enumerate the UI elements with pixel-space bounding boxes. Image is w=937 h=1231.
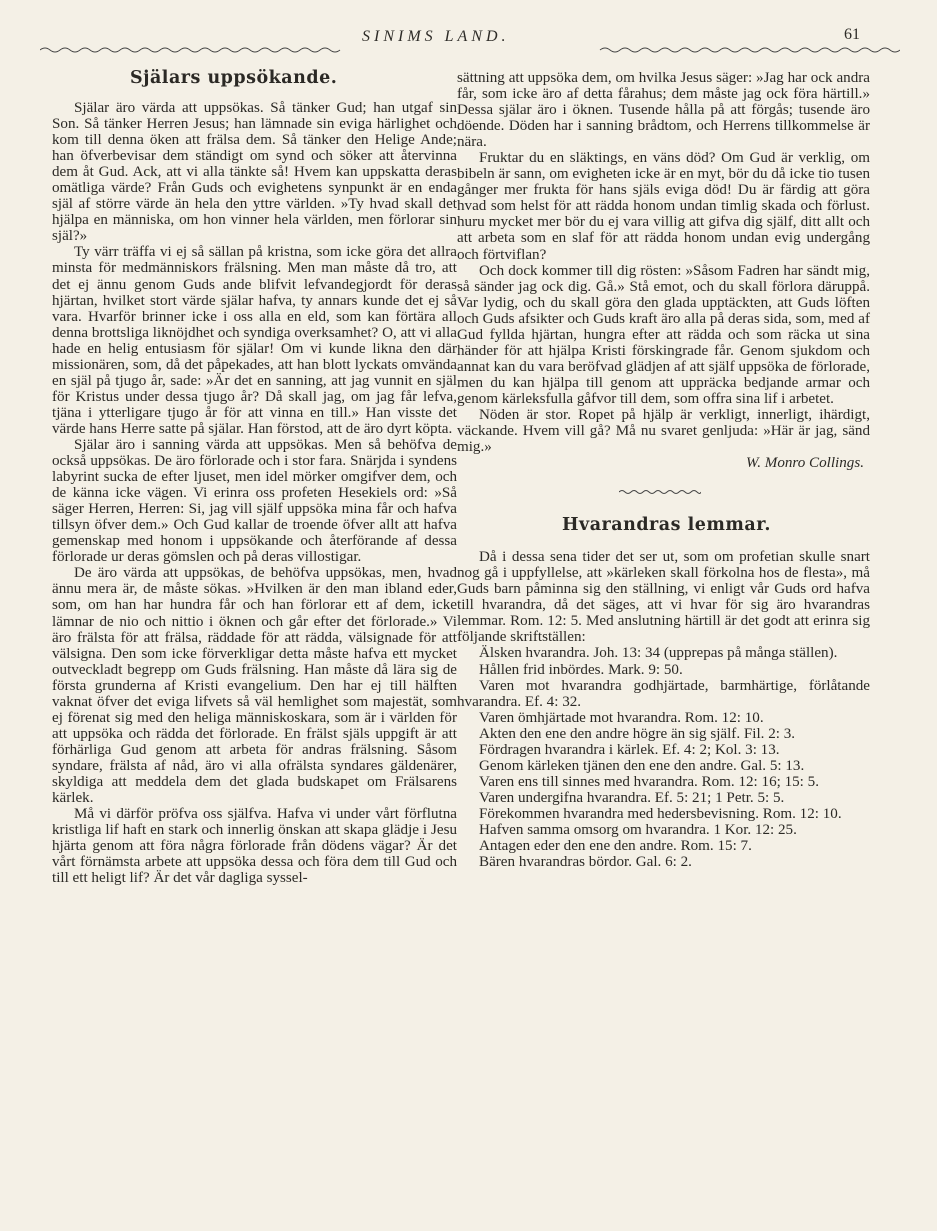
paragraph: Ty värr träffa vi ej så sällan på kristna, som icke göra det allra minsta för medmänniskors frälsning. Men man måste då tro, att det ej ännu genom Guds ande blifvit lefvandegjordt för deras hjärtan, hvilket stort värde själar hafva, ty annars kunde det ej så vara. Hvarför brinner icke i oss alla en eld, som kan förtära all denna brottsliga liknöjdhet och syndiga overksamhet? O, att vi alla hade en helig entusiasm för själar! Om vi kunde likna den där missionären, som, då det påpekades, att han blott lyckats omvända en själ på tjugo år, sade: »Är det en sanning, att jag vunnit en själ för Kristus under dessa tjugo år? Då skall jag, om jag får lefva, tjäna i ytterligare tjugo år för att vinna en till.» Han visste det värde hans Herre satte på själar. Han förstod, att de äro dyrt köpta. [52, 244, 457, 437]
left-column [52, 68, 457, 886]
scripture-reference: Varen undergifna hvarandra. Ef. 5: 21; 1 Petr. 5: 5. [479, 789, 785, 806]
scripture-reference: Bären hvarandras bördor. Gal. 6: 2. [479, 854, 692, 871]
paragraph: Själar äro värda att uppsökas. Så tänker Gud; han utgaf sin Son. Så tänker Herren Jesus; han lämnade sin eviga härlighet och kom till denna öken att frälsa dem. Så tänker den Helige Ande; han öfverbevisar dem ständigt om synd och söker att återvinna dem åt Gud. Ack, att vi alla tänkte så! Hvem kan uppskatta deras omätliga värde? Från Guds och evighetens synpunkt är en enda själ af större värde än hela den yttre världen. »Ty hvad skall det hjälpa en människa, om hon vinner hela världen, men förlorar sin själ?» [52, 100, 457, 245]
paragraph: Själar äro i sanning värda att uppsökas. Men så behöfva de också uppsökas. De äro förlorade och i stor fara. Snärjda i syndens labyrint sucka de efter ljuset, men idel mörker omgifver dem, och de känna icke vägen. Vi erinra oss profeten Hesekiels ord: »Så säger Herren, Herren: Si, jag vill själf uppsöka mina får och hafva tillsyn öfver dem.» Och Gud kallar de troende öfver allt att hafva gemenskap med honom i uppsökande och återförande af dessa förlorade ur deras gömslen och på deras villostigar. [52, 436, 457, 566]
scripture-reference: Varen ens till sinnes med hvarandra. Rom. 12: 16; 15: 5. [479, 773, 819, 790]
header-ornament-rule [40, 44, 900, 56]
paragraph-continued: sättning att uppsöka dem, om hvilka Jesus säger: »Jag har ock andra får, som icke äro af detta fårahus; dem måste jag ock föra härtill.» Dessa själar äro i öknen. Tusende hålla på att förgås; tusende äro döende. Döden har i sanning brådtom, och Herrens tillkommelse är nära. [457, 70, 870, 151]
paragraph: Må vi därför pröfva oss själfva. Hafva vi under vårt förflutna kristliga lif haft en stark och innerlig önskan att skapa glädje i Jesu hjärta genom att föra några förlorade från dödens vägar? Är det vårt förnämsta arbete att uppsöka dessa och föra dem till Gud och till ett heligt lif? Är det vår dagliga syssel- [52, 806, 457, 887]
scripture-reference: Akten den ene den andre högre än sig själf. Fil. 2: 3. [479, 725, 796, 742]
section-divider [619, 487, 701, 497]
paragraph: Nöden är stor. Ropet på hjälp är verkligt, innerligt, ihärdigt, väckande. Hvem vill gå? Må nu svaret genljuda: »Här är jag, sänd mig.» [457, 406, 870, 456]
scripture-reference: Varen ömhjärtade mot hvarandra. Rom. 12: 10. [479, 709, 764, 726]
author-signature: W. Monro Collings. [746, 455, 864, 472]
paragraph-intro: Då i dessa sena tider det ser ut, som om profetian skulle snart nog gå i uppfyllelse, att »kärleken skall förkolna hos de flesta», må Guds barn påminna sig den ställning, vi enligt vår Guds ord hafva till hvarandra, då det säges, att vi hvar för sig äro hvarandras lemmar. Rom. 12: 5. Med anslutning härtill är det godt att erinra sig följande skriftställen: [457, 549, 870, 646]
paragraph: De äro värda att uppsökas, de behöfva uppsökas, men, hvad ännu mera är, de måste sökas. »Hvilken är den man ibland eder, som, om han har hundra får och han förlorar ett af dem, icke lämnar de nio och nittio i öknen och går efter det förlorade.» Vi äro frälsta för att frälsa, räddade för att rädda, välsignade för att välsigna. Den som icke förverkligar detta måste hafva ett mycket outveckladt begrepp om Guds frälsning. Han måste då lära sig de första grunderna af Kristi evangelium. Den har ej till hälften vaknat öfver det eviga lifvets så väl hemlighet som majestät, som ej förenat sig med den heliga människoskara, som är i världen för att uppsöka och rädda det förlorade. En frälst själs uppgift är att förhärliga Gud genom att arbeta för andras frälsning. Såsom syndare, frälsta af nåd, äro vi alla ofrälsta syndares gäldenärer, skyldiga att meddela dem det glada budskapet om Frälsarens kärlek. [52, 565, 457, 807]
scripture-reference: Varen mot hvarandra godhjärtade, barmhärtige, förlåtande hvarandra. Ef. 4: 32. [457, 677, 870, 710]
scripture-reference: Förekommen hvarandra med hedersbevisning. Rom. 12: 10. [479, 805, 842, 822]
paragraph: Fruktar du en släktings, en väns död? Om Gud är verklig, om bibeln är sann, om evigheten icke är en myt, bör du då icke tio tusen gånger mer frukta för hans själs eviga död! Du är färdig att göra hvad som helst för att rädda honom undan timlig skada och förlust. huru mycket mer bör du ej vara villig att gifva dig själf, ditt allt och att arbeta som en slaf för att rädda honom undan evig undergång och förtviflan? [457, 150, 870, 263]
page-number: 61 [844, 26, 860, 43]
article-heading-soul-seeking: Själars uppsökande. [130, 68, 338, 88]
article-heading-members: Hvarandras lemmar. [562, 515, 771, 536]
paragraph: Och dock kommer till dig rösten: »Såsom Fadren har sändt mig, så sänder jag ock dig. Gå.» Stå emot, och du skall förlora däruppå. Var lydig, och du skall göra den glada upptäckten, att Guds löften och Guds afsikter och Guds kraft äro alla på deras sida, som, med af Gud fyllda hjärtan, hungra efter att rädda och som räcka ut sina händer för att hjälpa Kristi förskingrade får. Genom sjukdom och annat kan du vara beröfvad glädjen af att själf uppsöka de förlorade, men du kan hjälpa till genom att uppräcka bedjande armar och genom kärleksfulla gåfvor till dem, som offra sina lif i arbetet. [457, 262, 870, 407]
right-column [457, 70, 870, 870]
scripture-reference: Älsken hvarandra. Joh. 13: 34 (upprepas på många ställen). [479, 645, 838, 662]
scripture-reference: Fördragen hvarandra i kärlek. Ef. 4: 2; Kol. 3: 13. [479, 741, 780, 758]
scripture-reference: Hållen frid inbördes. Mark. 9: 50. [479, 661, 683, 678]
scripture-reference: Genom kärleken tjänen den ene den andre. Gal. 5: 13. [479, 757, 805, 774]
scripture-reference: Antagen eder den ene den andre. Rom. 15: 7. [479, 838, 752, 855]
scripture-reference: Hafven samma omsorg om hvarandra. 1 Kor. 12: 25. [479, 821, 797, 838]
journal-title: SINIMS LAND. [362, 28, 510, 45]
